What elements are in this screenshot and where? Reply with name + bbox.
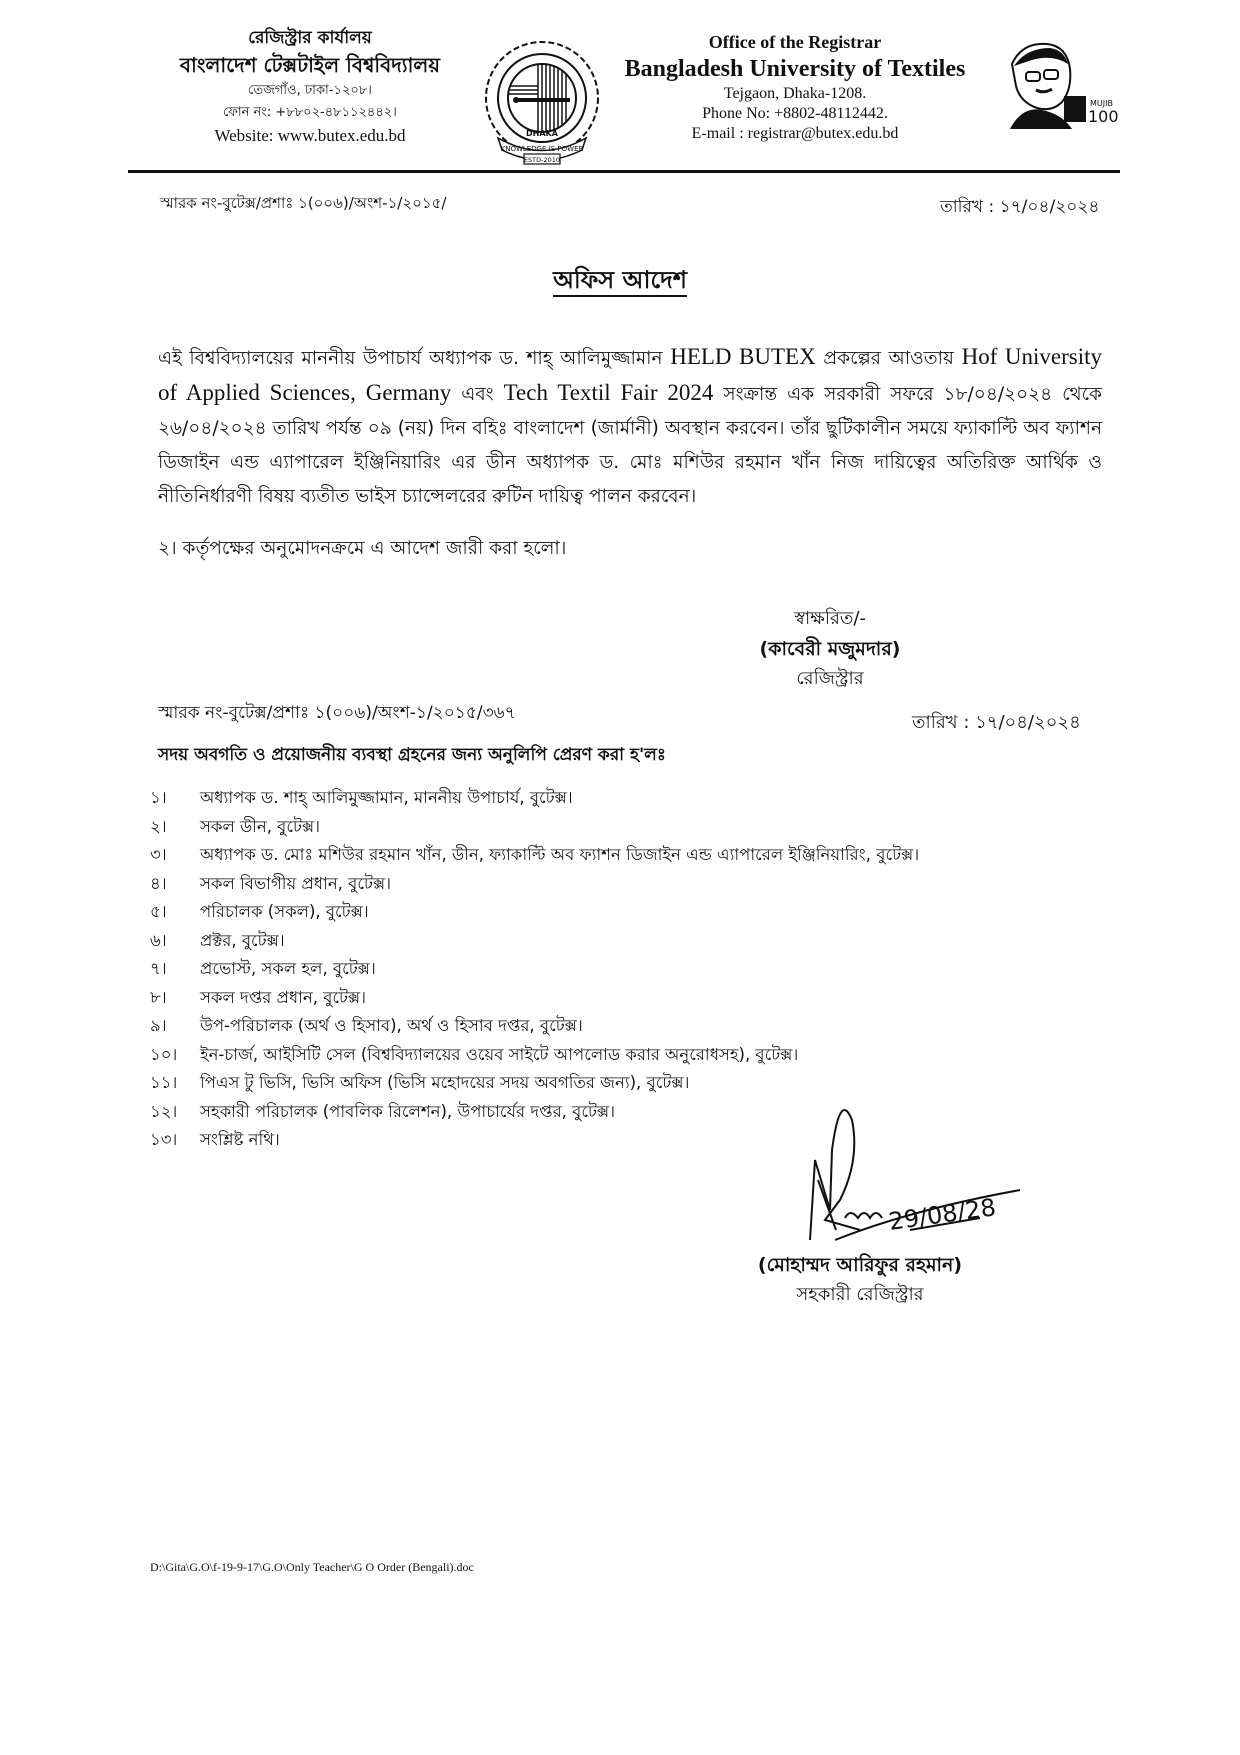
list-item-text: সহকারী পরিচালক (পাবলিক রিলেশন), উপাচার্যের দপ্তর, বুটেক্স। xyxy=(200,1101,615,1121)
list-item-text: প্রক্টর, বুটেক্স। xyxy=(200,930,285,950)
assistant-registrar-name: (মোহাম্মদ আরিফুর রহমান) xyxy=(757,1254,963,1276)
assistant-registrar-signature-block xyxy=(700,1250,1020,1310)
list-item xyxy=(150,955,1070,984)
list-item xyxy=(150,1012,1070,1041)
university-seal-icon xyxy=(478,38,606,166)
university-name-bn: বাংলাদেশ টেক্সটাইল বিশ্ববিদ্যালয় xyxy=(179,53,441,77)
list-item-number: ৫। xyxy=(150,902,167,921)
paragraph-segment: প্রকল্পের আওতায় xyxy=(815,348,962,369)
list-item-number: ৬। xyxy=(150,930,167,950)
order-paragraph-2: ২। কর্তৃপক্ষের অনুমোদনক্রমে এ আদেশ জারী করা হলো। xyxy=(158,538,567,559)
list-item-text: অধ্যাপক ড. শাহ্ আলিমুজ্জামান, মাননীয় উপাচার্য, বুটেক্স। xyxy=(200,788,573,807)
document-title xyxy=(0,262,1240,302)
list-item xyxy=(150,1041,1070,1070)
paragraph-segment: Hof University of Applied Sciences, Germany xyxy=(158,344,1102,405)
list-item-number: ১০। xyxy=(150,1044,178,1064)
list-item-number: ১৩। xyxy=(150,1130,178,1149)
list-item xyxy=(150,784,1070,813)
paragraph-segment: এবং xyxy=(451,384,504,405)
order-paragraph-1 xyxy=(158,340,1102,514)
office-name-en: Office of the Registrar xyxy=(708,32,882,52)
paragraph-segment: HELD BUTEX xyxy=(670,344,816,369)
copy-distribution-heading: সদয় অবগতি ও প্রয়োজনীয় ব্যবস্থা গ্রহনের জন্য অনুলিপি প্রেরণ করা হ'লঃ xyxy=(158,745,666,765)
list-item-number: ১২। xyxy=(150,1101,178,1121)
list-item-text: প্রভোস্ট, সকল হল, বুটেক্স। xyxy=(200,959,376,978)
list-item-number: ৯। xyxy=(150,1016,167,1035)
memo-number: স্মারক নং-বুটেক্স/প্রশাঃ ১(০০৬)/অংশ-১/২০১৫/ xyxy=(160,194,447,212)
address-bn: তেজগাঁও, ঢাকা-১২০৮। xyxy=(248,83,372,98)
list-item-number: ৪। xyxy=(150,873,167,893)
header-divider xyxy=(128,170,1120,173)
phone-bn: ফোন নং: +৮৮০২-৪৮১১২৪৪২। xyxy=(223,105,397,120)
letterhead-english xyxy=(595,30,995,144)
list-item-number: ৩। xyxy=(150,845,167,864)
list-item xyxy=(150,841,1070,870)
list-item-text: অধ্যাপক ড. মোঃ মশিউর রহমান খাঁন, ডীন, ফ্যাকাল্টি অব ফ্যাশন ডিজাইন এন্ড এ্যাপারেল ইঞ্জিনিয়ারিং, বুটেক্স। xyxy=(200,845,920,864)
paragraph-segment: সংক্রান্ত এক সরকারী সফরে ১৮/০৪/২০২৪ থেকে ২৬/০৪/২০২৪ তারিখ পর্যন্ত ০৯ (নয়) দিন বহিঃ বাংলাদেশ (জার্মানী) অবস্থান করবেন। তাঁর ছুটিকালীন সময়ে ফ্যাকাল্টি অব ফ্যাশন ডিজাইন এন্ড এ্যাপারেল ইঞ্জিনিয়ারিং এর ডীন অধ্যাপক ড. মোঃ মশিউর রহমান খাঁন নিজ দায়িত্বের অতিরিক্ত আর্থিক ও নীতিনির্ধারণী বিষয় ব্যতীত ভাইস চ্যান্সেলরের রুটিন দায়িত্ব পালন করবেন। xyxy=(158,384,1102,507)
list-item xyxy=(150,898,1070,927)
list-item-text: ইন-চার্জ, আইসিটি সেল (বিশ্ববিদ্যালয়ের ওয়েব সাইটে আপলোড করার অনুরোধসহ), বুটেক্স। xyxy=(200,1044,799,1064)
list-item-text: পরিচালক (সকল), বুটেক্স। xyxy=(200,902,369,921)
memo-date: তারিখ : ১৭/০৪/২০২৪ xyxy=(940,197,1100,217)
list-item-number: ৮। xyxy=(150,987,167,1007)
list-item xyxy=(150,870,1070,899)
list-item-text: সকল দপ্তর প্রধান, বুটেক্স। xyxy=(200,987,367,1007)
list-item-text: সকল বিভাগীয় প্রধান, বুটেক্স। xyxy=(200,873,391,893)
svg-text:MUJIB: MUJIB xyxy=(1090,99,1113,108)
handwritten-signature-icon xyxy=(740,1090,1040,1250)
registrar-signature-block xyxy=(700,604,960,694)
list-item-number: ২। xyxy=(150,816,167,836)
list-item-number: ৭। xyxy=(150,959,167,978)
address-en: Tejgaon, Dhaka-1208. xyxy=(723,85,867,102)
registrar-name: (কাবেরী মজুমদার) xyxy=(759,638,901,660)
mujib-100-emblem-icon xyxy=(992,34,1119,134)
memo-date-2: তারিখ : ১৭/০৪/২০২৪ xyxy=(912,712,1081,733)
paragraph-segment: Tech Textil Fair 2024 xyxy=(503,380,714,405)
list-item-text: উপ-পরিচালক (অর্থ ও হিসাব), অর্থ ও হিসাব দপ্তর, বুটেক্স। xyxy=(200,1016,583,1035)
list-item xyxy=(150,927,1070,956)
assistant-registrar-designation: সহকারী রেজিস্ট্রার xyxy=(796,1284,924,1305)
seal-city: DHAKA xyxy=(526,129,558,138)
seal-established: ESTD-2010 xyxy=(523,156,561,164)
signed-label: স্বাক্ষরিত/- xyxy=(794,608,866,629)
university-name-en: Bangladesh University of Textiles xyxy=(624,56,966,82)
list-item-number: ১১। xyxy=(150,1073,178,1092)
list-item-number: ১। xyxy=(150,788,167,807)
office-name-bn: রেজিস্ট্রার কার্যালয় xyxy=(248,28,372,48)
file-path: D:\Gita\G.O\f-19-9-17\G.O\Only Teacher\G O Order (Bengali).doc xyxy=(150,1560,474,1574)
signature-date: 29/08/28 xyxy=(886,1193,998,1236)
list-item-text: পিএস টু ভিসি, ভিসি অফিস (ভিসি মহোদয়ের সদয় অবগতির জন্য), বুটেক্স। xyxy=(200,1073,690,1092)
letterhead-bengali xyxy=(150,26,470,148)
list-item-text: সংশ্লিষ্ট নথি। xyxy=(200,1130,280,1149)
list-item xyxy=(150,813,1070,842)
list-item-text: সকল ডীন, বুটেক্স। xyxy=(200,816,321,836)
email: E-mail : registrar@butex.edu.bd xyxy=(691,125,899,142)
memo-number-2: স্মারক নং-বুটেক্স/প্রশাঃ ১(০০৬)/অংশ-১/২০১৫/৩৬৭ xyxy=(158,703,516,723)
seal-motto: KNOWLEDGE IS POWER xyxy=(500,145,584,153)
list-item xyxy=(150,984,1070,1013)
paragraph-segment: এই বিশ্ববিদ্যালয়ের মাননীয় উপাচার্য অধ্যাপক ড. শাহ্ আলিমুজ্জামান xyxy=(158,348,671,369)
registrar-designation: রেজিস্ট্রার xyxy=(796,668,864,689)
phone-en: Phone No: +8802-48112442. xyxy=(702,105,888,122)
document-title-text: অফিস আদেশ xyxy=(553,266,687,297)
website: Website: www.butex.edu.bd xyxy=(214,126,406,145)
svg-text:100: 100 xyxy=(1088,107,1119,126)
